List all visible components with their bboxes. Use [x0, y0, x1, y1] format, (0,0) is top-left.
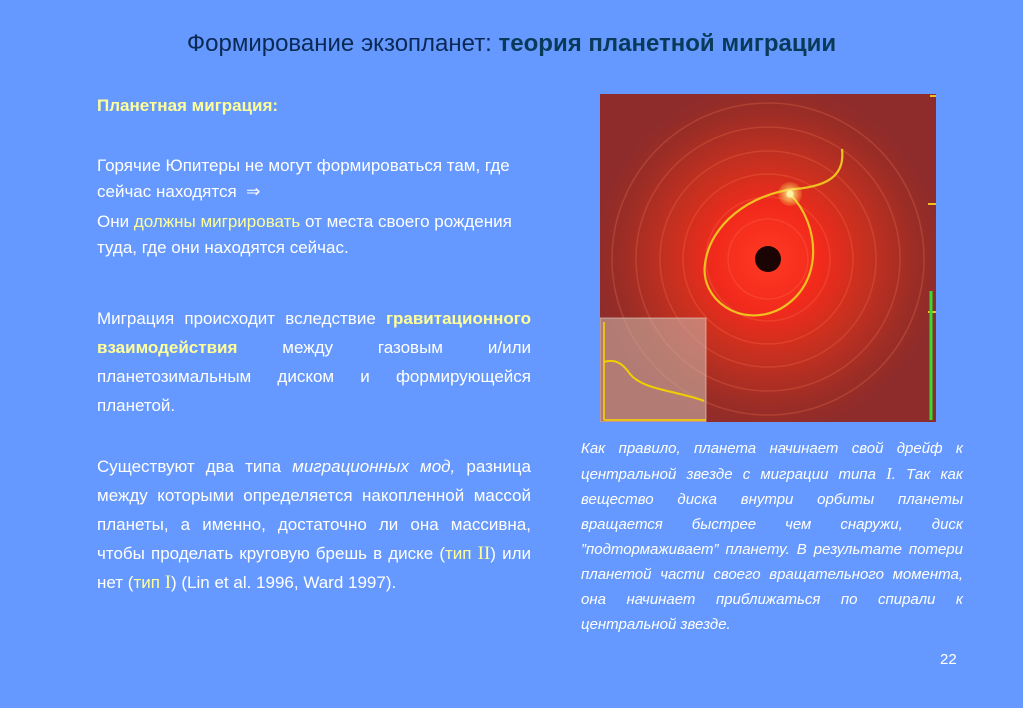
p2-s1: Миграция происходит вследствие — [97, 309, 386, 328]
disk-simulation-figure — [600, 94, 936, 422]
p3-s1: Существуют два типа — [97, 457, 293, 476]
implies-arrow-icon: ⇒ — [246, 182, 261, 201]
planet-icon — [787, 191, 794, 198]
p2-gravitational: гравитационного взаимодействия — [97, 309, 531, 357]
p1-line1: Горячие Юпитеры не могут формироваться там, где сейчас находятся — [97, 156, 510, 201]
p1-s1: Они — [97, 212, 134, 231]
paragraph-migration-types — [97, 452, 531, 597]
p3-s7: ) или нет ( — [97, 544, 531, 592]
paragraph-migration-cause — [97, 304, 531, 420]
p3-modes: миграционных мод, — [292, 457, 456, 476]
title-normal: Формирование экзопланет: — [186, 30, 499, 57]
paragraph-hot-jupiters — [97, 153, 531, 261]
subheading: Планетная миграция: — [97, 96, 279, 115]
p3-type-b: тип — [133, 573, 160, 592]
p1-s3: от места своего рождения туда, где они находятся сейчас. — [97, 212, 512, 257]
inset-panel — [600, 318, 706, 422]
caption-s3: . Так как вещество диска внутри орбиты планеты вращается быстрее чем снаружи, диск ”подтормаживает” планету. В результате потери планетой части своего вращательного момента, она начинает приближаться по спирали к центральной звезде. — [581, 466, 963, 633]
p1-must-migrate: должны мигрировать — [133, 212, 301, 231]
slide-title — [0, 30, 1023, 58]
p3-s11: ) (Lin et al. 1996, Ward 1997). — [171, 573, 397, 592]
figure-caption — [581, 436, 963, 637]
title-bold: теория планетной миграции — [498, 30, 837, 57]
disk-simulation-svg — [600, 94, 936, 422]
p3-type-one: I — [164, 572, 172, 593]
p3-type: тип — [445, 544, 472, 563]
caption-s1: Как правило, планета начинает свой дрейф к центральной звезде с миграции типа — [581, 440, 963, 483]
p3-s3: разница между которыми определяется накопленной массой планеты, а именно, достаточно ли она массивна, чтобы проделать круговую брешь в диске ( — [97, 457, 531, 563]
p3-type-two: II — [477, 543, 491, 564]
p2-s3: между газовым и/или планетозимальным диском и формирующейся планетой. — [97, 338, 531, 415]
page-number: 22 — [940, 651, 957, 668]
caption-type-one: I — [886, 464, 892, 483]
central-star-hole — [755, 246, 781, 272]
